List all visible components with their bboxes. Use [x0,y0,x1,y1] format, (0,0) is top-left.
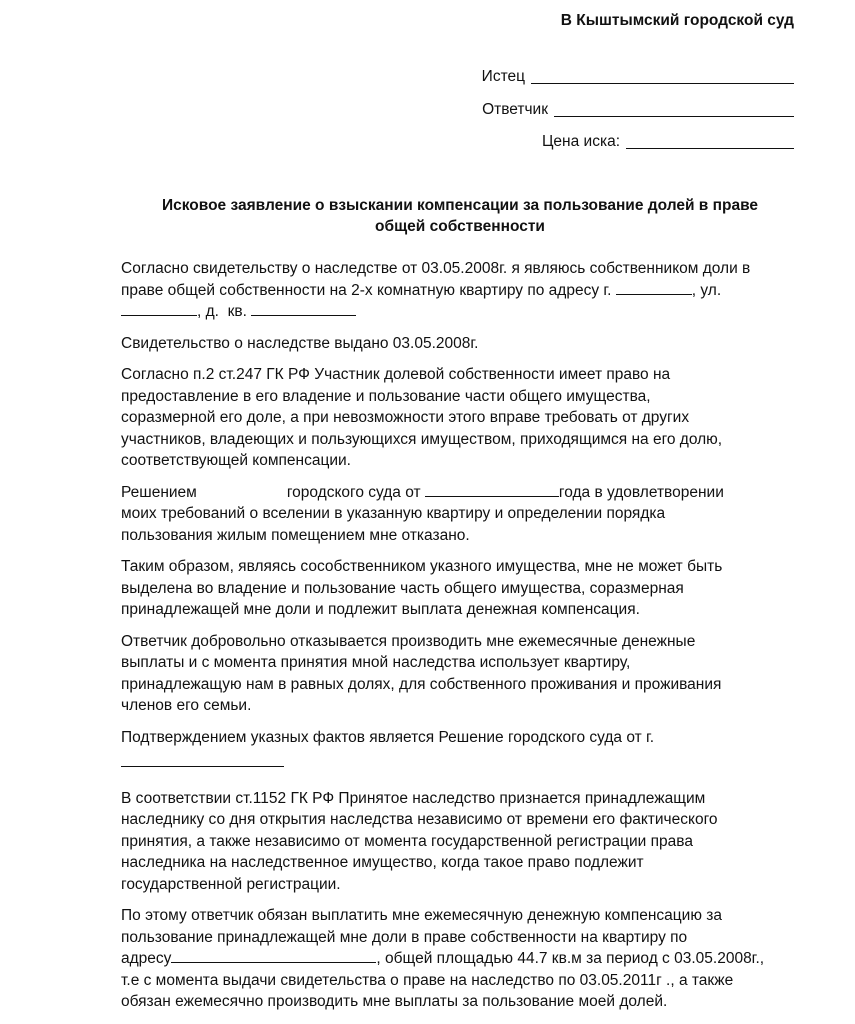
text-line: Согласно п.2 ст.247 ГК РФ Участник долевой собственности имеет право на [121,366,671,383]
text-line: членов его семьи. [121,697,252,714]
text-line: соответствующей компенсации. [121,452,351,469]
defendant-label: Ответчик [482,101,548,118]
text-line: Согласно свидетельству о наследстве от 03.05.2008г. я являюсь собственником доли в [121,260,751,277]
text-line [121,948,801,970]
paragraph-confirmation [121,727,801,774]
paragraph-article-1152 [121,788,801,896]
city-blank [616,280,692,295]
paragraph-article-247 [121,364,801,472]
paragraph-inheritance [121,258,801,323]
text-line: моих требований о вселении в указанную квартиру и определении порядка [121,505,666,522]
address-blank [171,948,376,963]
text-line [121,482,801,504]
title-line: Исковое заявление о взыскании компенсации за пользование долей в праве [161,197,759,214]
text-line: принадлежащую нам в равных долях, для собственного проживания и проживания [121,675,722,693]
text-line: государственной регистрации. [121,875,341,893]
paragraph-co-owner [121,556,801,621]
text-line [121,280,801,302]
claim-price-line [542,131,794,151]
claim-price-blank [626,134,794,149]
text-line [121,301,801,323]
text-fragment: , общей площадью 44.7 кв.м за период с 03.05.2008г., [376,950,765,967]
paragraph-court-decision [121,482,801,547]
apartment-blank [251,301,356,316]
street-blank [121,301,197,316]
defendant-blank [554,102,794,117]
text-line: выплаты и с момента принятия мной наследства использует квартиру, [121,654,631,671]
text-fragment: праве общей собственности на 2-х комнатную квартиру по адресу г. [121,281,612,299]
text-line: наследника на наследственное имущество, когда такое право подлежит [121,854,644,871]
document-body [121,258,801,1023]
plaintiff-label: Истец [481,68,525,85]
paragraph-compensation-claim [121,905,801,1013]
decision-date-blank [425,482,559,497]
text-line: т.е с момента выдачи свидетельства о праве на наследство по 03.05.2011г ., а также [121,971,734,989]
plaintiff-line [482,66,794,86]
text-line: Таким образом, являясь сособственником указного имущества, мне не может быть [121,558,723,575]
text-line: По этому ответчик обязан выплатить мне ежемесячную денежную компенсацию за [121,907,722,924]
text-line: обязан ежемесячно производить мне выплаты за пользование моей долей. [121,993,668,1010]
court-name: В Кыштымский городской суд [560,12,794,29]
text-fragment: года в удовлетворении [558,483,724,501]
text-fragment: городского суда от [286,483,421,501]
text-line: выделена во владение и пользование часть общего имущества, соразмерная [121,579,684,597]
text-line: пользование принадлежащей мне доли в праве собственности на квартиру по [121,928,688,946]
claim-price-label: Цена иска: [541,133,620,150]
paragraph-defendant-refusal [121,631,801,717]
text-line: Подтверждением указных фактов является Решение городского суда от г. [121,728,655,746]
text-line: наследнику со дня открытия наследства независимо от времени его фактического [121,811,718,828]
text-fragment: адресу [121,950,172,967]
text-fragment: Решением [121,483,197,501]
text-line: предоставление в его владение и пользование части общего имущества, [121,387,651,405]
text-line: Ответчик добровольно отказывается производить мне ежемесячные денежные [121,632,696,650]
text-line: участников, владеющих и пользующихся имуществом, приходящимся на его долю, [121,430,723,448]
text-fragment: , ул. [691,281,722,299]
text-line: В соответствии ст.1152 ГК РФ Принятое наследство признается принадлежащим [121,789,706,807]
confirmation-date-blank [121,752,284,767]
text-fragment: , д. [197,303,219,320]
title-line: общей собственности [375,218,545,235]
document-title [100,195,820,237]
plaintiff-blank [531,69,794,84]
text-line [121,752,801,774]
text-line: соразмерной его доле, а при невозможности этого вправе требовать от других [121,409,690,426]
text-line: принадлежащей мне доли и подлежит выплата денежная компенсация. [121,601,640,618]
text-line: Свидетельство о наследстве выдано 03.05.2008г. [121,334,479,352]
text-fragment: кв. [227,303,247,320]
defendant-line [482,99,794,119]
text-line: пользования жилым помещением мне отказано. [121,526,470,544]
text-line: принятия, а также независимо от момента государственной регистрации права [121,832,693,850]
paragraph-certificate [121,333,801,355]
